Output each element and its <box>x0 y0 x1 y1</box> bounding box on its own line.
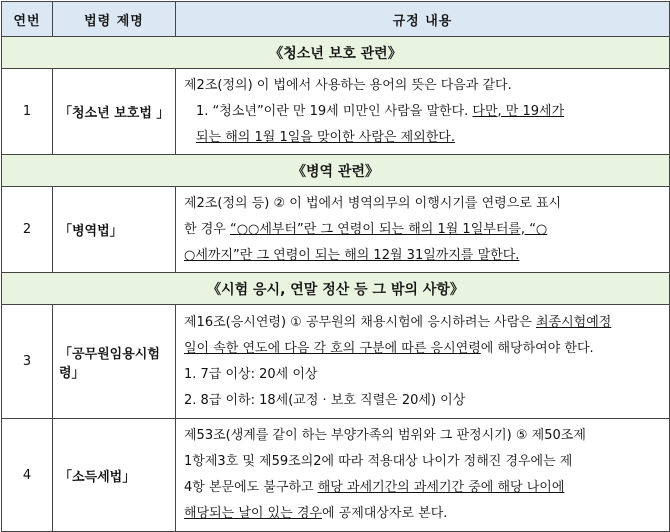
row-number: 2 <box>2 187 53 273</box>
table-row <box>2 187 670 273</box>
section-title: 《청소년 보호 관련》 <box>2 37 670 69</box>
provision-text: 제2조(정의) 이 법에서 사용하는 용어의 뜻은 다음과 같다. 1. “청소년”이란 만 19세 미만인 사람을 말한다. 다만, 만 19세가 되는 해의 1월 1일을 맞이한 사람은 제외한다. <box>176 69 670 155</box>
provision-text: 제2조(정의 등) ② 이 법에서 병역의무의 이행시기를 연령으로 표시 한 경우 “○○세부터”란 그 연령이 되는 해의 1월 1일부터를, “○ ○세까지”란 그 연령이 되는 해의 12월 31일까지를 말한다. <box>176 187 670 273</box>
header-law: 법령 제명 <box>53 2 176 37</box>
header-row <box>2 2 670 37</box>
row-number: 4 <box>2 419 53 532</box>
table-row <box>2 69 670 155</box>
section-title: 《병역 관련》 <box>2 155 670 187</box>
law-name: 「소득세법」 <box>53 419 176 532</box>
provision-text: 제53조(생계를 같이 하는 부양가족의 범위와 그 판정시기) ⑤ 제50조제 1항제3호 및 제59조의2에 따라 적용대상 나이가 정해진 경우에는 제 4항 본문에도 불구하고 해당 과세기간의 과세기간 중에 해당 나이에 해당되는 날이 있는 경우에 공제대상자로 본다. <box>176 419 670 532</box>
provision-text: 제16조(응시연령) ① 공무원의 채용시험에 응시하려는 사람은 최종시험예정 일이 속한 연도에 다음 각 호의 구분에 따른 응시연령에 해당하여야 한다. 1. 7급 이상: 20세 이상 2. 8급 이하: 18세(교정 · 보호 직렬은 20세) 이상 <box>176 305 670 419</box>
row-number: 3 <box>2 305 53 419</box>
header-content: 규정 내용 <box>176 2 670 37</box>
law-name: 「병역법」 <box>53 187 176 273</box>
row-number: 1 <box>2 69 53 155</box>
table-row <box>2 305 670 419</box>
law-name: 「청소년 보호법 」 <box>53 69 176 155</box>
law-name: 「공무원임용시험령」 <box>53 305 176 419</box>
header-no: 연번 <box>2 2 53 37</box>
section-title: 《시험 응시, 연말 정산 등 그 밖의 사항》 <box>2 273 670 305</box>
table-row <box>2 419 670 532</box>
law-table <box>1 1 670 532</box>
